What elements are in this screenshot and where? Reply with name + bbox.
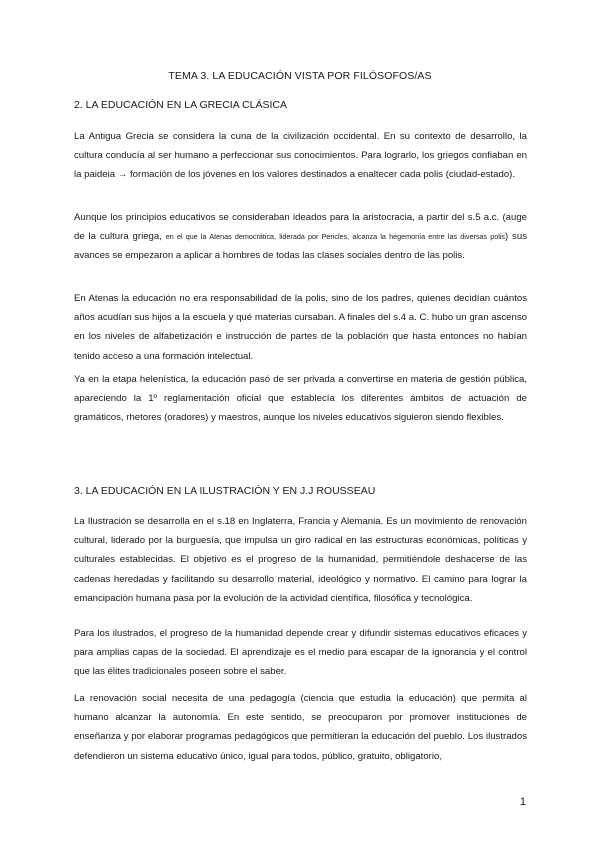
section-3-paragraph-3: La renovación social necesita de una pedagogía (ciencia que estudia la educación) que permita al humano alcanzar la autonomía. En este sentido, se preocuparon por promover instituciones de enseñanza y por elaborar programas pedagógicos que permitieran la educación del pueblo. Los ilustrados defendieron un sistema educativo único, igual para todos, público, gratuito, obligatorio, xyxy=(74,693,527,762)
section-2-paragraph-3: En Atenas la educación no era responsabilidad de la polis, sino de los padres, quienes decidían cuántos años acudían sus hijos a la escuela y qué materias cursaban. A finales del s.4 a. C. hubo un gran ascenso en los niveles de alfabetización e instrucción de partes de la población que hasta entonces no habían tenido acceso a una formación intelectual. xyxy=(74,293,527,362)
section-2-paragraph-1: La Antigua Grecia se considera la cuna de la civilización occidental. En su contexto de desarrollo, la cultura conducía al ser humano a perfeccionar sus conocimientos. Para lograrlo, los griegos confiaban en la paideia → formación de los jóvenes en los valores destinados a enaltecer cada polis (ciudad-estado). xyxy=(74,131,527,181)
section-2-paragraph-4: Ya en la etapa helenística, la educación pasó de ser privada a convertirse en materia de gestión pública, apareciendo la 1º reglamentación oficial que establecía los diferentes ámbitos de actuación de gramáticos, rhetores (oradores) y maestros, aunque los niveles educativos siguieron siendo flexibles. xyxy=(74,374,527,424)
document-title: TEMA 3. LA EDUCACIÓN VISTA POR FILÓSOFOS/AS xyxy=(168,70,432,82)
section-3-heading: 3. LA EDUCACIÓN EN LA ILUSTRACIÓN Y EN J.J ROUSSEAU xyxy=(74,485,376,497)
page-number: 1 xyxy=(519,796,526,808)
section-3-paragraph-1: La Ilustración se desarrolla en el s.18 en Inglaterra, Francia y Alemania. Es un movimiento de renovación cultural, liderado por la burguesía, que impulsa un giro radical en las estructuras económicas, políticas y culturales establecidas. El objetivo es el progreso de la humanidad, permitiéndole deshacerse de las cadenas heredadas y facilitando su desarrollo material, ideológico y normativo. El camino para lograr la emancipación humana pasa por la evolución de la actividad científica, filosófica y tecnológica. xyxy=(74,516,527,604)
paragraph-2-text-b: ) sus avances se empezaron a aplicar a hombres de todas las clases sociales dentro de las polis. xyxy=(74,231,527,262)
section-2-heading: 2. LA EDUCACIÓN EN LA GRECIA CLÁSICA xyxy=(74,99,287,111)
section-3-paragraph-2: Para los ilustrados, el progreso de la humanidad depende crear y difundir sistemas educativos eficaces y para amplias capas de la sociedad. El aprendizaje es el medio para escapar de la ignorancia y el control que las élites tradicionales poseen sobre el saber. xyxy=(74,628,527,678)
section-2-paragraph-2 xyxy=(74,208,527,266)
paragraph-2-aside: en el que la Atenas democrática, liderada por Pericles, alcanza la hegemonía entre las diversas polis xyxy=(165,232,505,242)
paragraph-2-text-a: Aunque los principios educativos se consideraban ideados para la aristocracia, a partir del s.5 a.c. (auge de la cultura griega, xyxy=(74,212,527,243)
